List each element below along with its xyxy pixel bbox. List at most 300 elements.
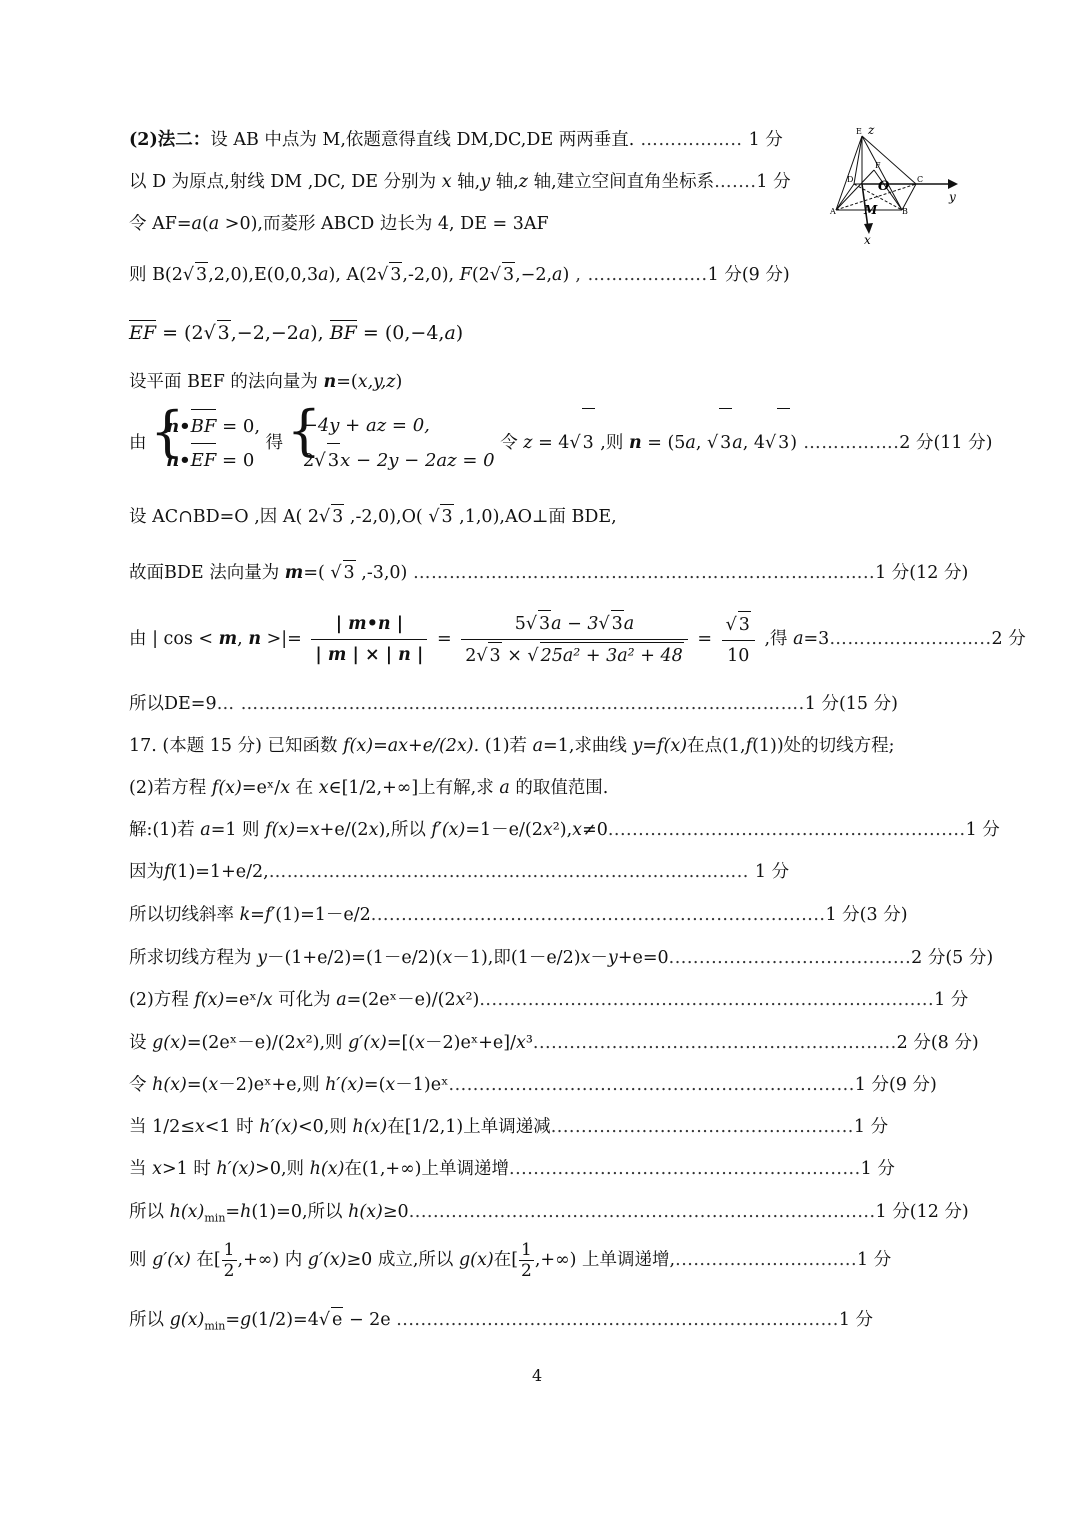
- solution-line: 所以 $g(x)_{min}=g(1/2)=4√$ e − 2e .........................................................................1 分: [129, 1307, 873, 1339]
- line-text: (1)=1+e/2,: [170, 862, 269, 882]
- line-text: = 4: [532, 433, 570, 453]
- line-text: =1 则: [210, 820, 266, 840]
- line-text: =(: [363, 1075, 386, 1095]
- equation-system: [152, 410, 260, 478]
- equation-system: { −4y + az = 0, 2√ 3x − 2y − 2az = 0: [289, 409, 495, 478]
- line-text: = 0,: [216, 415, 261, 437]
- math-var: x: [580, 948, 591, 968]
- line-text: = (2: [156, 322, 204, 344]
- line-text: ³: [525, 1033, 533, 1053]
- vector-ef: EF: [129, 322, 157, 344]
- leader-dots: …………….: [797, 433, 900, 453]
- score-mark: 2 分: [991, 629, 1026, 649]
- math-expr: h(x): [152, 1075, 187, 1095]
- leader-dots: …………………………………………………………………..: [412, 563, 876, 583]
- vector-bf: BF: [191, 410, 217, 444]
- score-mark: 1 分: [857, 1250, 892, 1270]
- line-text: =[(: [386, 1033, 416, 1053]
- line-text: =1,求曲线: [543, 736, 633, 756]
- line-text: 2: [302, 450, 315, 471]
- line-text: ): [790, 433, 798, 453]
- line-text: =eˣ/: [241, 778, 281, 798]
- line-text: 则 B(2: [129, 265, 183, 285]
- line-text: 由: [129, 433, 147, 453]
- math-var: x: [442, 948, 453, 968]
- sqrt-radicand: 3: [217, 322, 230, 344]
- line-text: ,2,0),E(0,0,3: [208, 265, 319, 285]
- line-text: =eˣ/: [224, 990, 263, 1010]
- leader-dots: .............................................................................: [408, 1202, 876, 1222]
- math-var: f: [164, 862, 171, 882]
- fraction-denominator: 2: [521, 1261, 532, 1281]
- line-text: －2)eˣ+e]/: [425, 1033, 516, 1053]
- leader-dots: … ………………………………………………………………………………….: [216, 694, 805, 714]
- axis-label-y: y: [949, 190, 956, 204]
- sqrt-radicand: e: [331, 1307, 343, 1332]
- point-label-m: M: [864, 203, 878, 217]
- math-expr: h′(x): [325, 1075, 364, 1095]
- math-var: h: [240, 1202, 252, 1222]
- leader-dots: ...........................................................................: [370, 905, 826, 925]
- line-text: =(2eˣ－e)/(2: [346, 990, 456, 1010]
- fraction: [222, 1240, 237, 1281]
- leader-dots: .........................................................................: [396, 1310, 839, 1330]
- line-text: 由 | cos <: [129, 629, 219, 649]
- math-var: z: [518, 172, 528, 192]
- math-var: a: [191, 214, 202, 234]
- sqrt-radicand: 3: [440, 504, 453, 529]
- line-text: ): [562, 265, 570, 285]
- line-text: 当: [129, 1159, 153, 1179]
- line-text: ,-2,0),O(: [344, 507, 429, 527]
- math-var: x: [194, 1117, 205, 1137]
- axis-label-z: z: [868, 123, 875, 137]
- solution-line: [129, 818, 1000, 842]
- math-var: x: [208, 1075, 219, 1095]
- math-expr: h(x): [309, 1159, 345, 1179]
- math-var: a: [444, 322, 456, 344]
- line-text: >0,则: [255, 1159, 310, 1179]
- line-text: 所以: [129, 1310, 170, 1330]
- line-text: ,−2,: [515, 265, 553, 285]
- sqrt-radicand: 3: [488, 642, 501, 669]
- line-text: =(2eˣ－e)/(2: [186, 1033, 296, 1053]
- line-text: ,−2,−2: [230, 322, 299, 344]
- line-text: ,+∞) 内: [237, 1250, 308, 1270]
- line-text: +e/(2: [319, 820, 369, 840]
- line-text: =: [225, 1202, 241, 1222]
- math-var: m: [284, 563, 304, 583]
- fraction-numerator: 1: [223, 1240, 235, 1260]
- leader-dots: ............................................................: [532, 1033, 897, 1053]
- line-text: 轴,: [451, 172, 481, 192]
- line-text: <1 时: [204, 1117, 260, 1137]
- line-text: (2: [471, 265, 490, 285]
- line-text: =: [697, 629, 712, 649]
- subscript: min: [204, 1211, 226, 1225]
- line-text: ,-3,0): [355, 563, 413, 583]
- fraction-denominator: 2√ 3 × √ 25a² + 3a² + 48: [461, 640, 688, 669]
- vector-ef: EF: [191, 444, 217, 478]
- leader-dots: ……………………………………………………………………..: [268, 862, 755, 882]
- solution-line: [129, 606, 1026, 672]
- score-mark: 1 分: [934, 990, 969, 1010]
- math-var: y: [257, 948, 267, 968]
- line-text: 令: [129, 1075, 153, 1095]
- math-expr: f(x): [211, 778, 242, 798]
- leader-dots: ...........................................................: [607, 820, 966, 840]
- line-text: －(1+e/2)=(1－e/2)(: [266, 948, 443, 968]
- line-text: ∈[1/2,+∞]上有解,求: [328, 778, 500, 798]
- line-text: 因为: [129, 862, 164, 882]
- point-label-a: A: [830, 207, 836, 216]
- math-expr: h(x): [352, 1117, 388, 1137]
- solution-line: 设 AC∩BD=O ,因 A( 2√ 3 ,-2,0),O( √ 3 ,1,0),AO⊥面 BDE,: [129, 504, 617, 529]
- math-expr: f(x): [194, 990, 225, 1010]
- coordinate-system-figure: [826, 122, 972, 250]
- line-text: ²),: [552, 820, 573, 840]
- line-text: 在点(1,: [687, 736, 746, 756]
- fraction-numerator: | m•n |: [311, 611, 427, 640]
- line-text: 所以DE=9: [129, 694, 217, 714]
- line-text: 轴,: [490, 172, 519, 192]
- line-text: =: [436, 629, 452, 649]
- math-var: a: [200, 820, 211, 840]
- math-var: x: [542, 820, 553, 840]
- solution-line: 由 { n•BF = 0, n•EF = 0 得 { −4y + az = 0, 2√ 3x − 2y − 2az = 0 令 z = 4√ 3 ,则 n = (5a, √ 3a, 4√ 3) …………….2 分(11 分): [129, 408, 992, 478]
- math-expr: g(x): [152, 1033, 187, 1053]
- line-text: －: [590, 948, 608, 968]
- line-text: = (5: [641, 433, 686, 453]
- line-text: >0),而菱形 ABCD 边长为 4, DE = 3AF: [219, 214, 549, 234]
- math-expr: f′(x): [431, 820, 466, 840]
- math-var: f: [745, 736, 753, 756]
- vector-bf: BF: [329, 322, 357, 344]
- solution-line: [129, 1115, 888, 1139]
- line-text: 轴,建立空间直角坐标系: [528, 172, 715, 192]
- fraction-denominator: | m | × | n |: [315, 645, 424, 665]
- line-text: 设 AC∩BD=O ,因 A( 2: [129, 507, 320, 527]
- solution-line: [129, 1031, 979, 1055]
- line-text: 所求切线方程为: [129, 948, 258, 968]
- line-text: ),所以: [378, 820, 432, 840]
- line-text: +e=0: [617, 948, 669, 968]
- math-var: a: [623, 614, 635, 634]
- score-mark: 2 分(8 分): [896, 1033, 979, 1053]
- line-text: ,得: [764, 629, 794, 649]
- sqrt-radicand: 3: [327, 443, 340, 478]
- line-text: >1 时: [161, 1159, 217, 1179]
- line-text: , 4: [742, 433, 765, 453]
- line-text: ,则: [594, 433, 629, 453]
- point-label-d: D: [847, 175, 854, 184]
- line-text: =1－e/(2: [465, 820, 543, 840]
- solution-line: 则 B(2√ 3,2,0),E(0,0,3a), A(2√ 3,-2,0), F(2√ 3,−2,a) , …………….….1 分(9 分): [129, 262, 790, 287]
- sqrt-radicand: 3: [611, 610, 624, 637]
- equation: x − 2y − 2az = 0: [340, 450, 495, 471]
- sqrt-radicand: 3: [719, 408, 732, 477]
- score-mark: 1 分(9 分): [854, 1075, 937, 1095]
- sqrt-radicand: 3: [582, 408, 595, 477]
- sqrt-radicand: 3: [343, 560, 356, 585]
- line-text: = 0: [216, 449, 255, 471]
- line-text: 在: [290, 778, 319, 798]
- line-text: 设平面 BEF 的法向量为: [129, 372, 324, 392]
- line-text: 在[: [493, 1250, 519, 1270]
- line-text: －1)eˣ: [395, 1075, 449, 1095]
- line-text: 则: [129, 1250, 153, 1270]
- line-text: 在[: [190, 1250, 221, 1270]
- line-text: =(: [186, 1075, 209, 1095]
- line-text: = (0,−4,: [356, 322, 445, 344]
- fraction-denominator: 10: [727, 645, 750, 666]
- solution-line: 故面BDE 法向量为 m=( √ 3 ,-3,0) …………………………………………………………………..1 分(12 分): [129, 560, 968, 585]
- line-text: ×: [501, 646, 528, 666]
- point-label-o: O: [878, 179, 890, 194]
- sqrt-radicand: 25a² + 3a² + 48: [540, 642, 684, 669]
- math-expr: h(x): [169, 1202, 205, 1222]
- line-text: (1))处的切线方程;: [752, 736, 895, 756]
- leader-dots: ..........................................................: [509, 1159, 861, 1179]
- equation: { −4y + az = 0,: [302, 415, 430, 436]
- line-text: 可化为: [272, 990, 337, 1010]
- math-var: x,y,z: [357, 372, 396, 392]
- math-var: x: [572, 820, 583, 840]
- point-label-f: F: [875, 161, 881, 170]
- line-text: =: [225, 1310, 241, 1330]
- line-text: =(: [303, 563, 331, 583]
- math-var: y: [607, 948, 618, 968]
- line-text: ,-2,0),: [402, 265, 460, 285]
- point-label-e: E: [856, 127, 862, 136]
- score-mark: 1 分(12 分): [875, 1202, 969, 1222]
- line-text: (2)若方程: [129, 778, 212, 798]
- line-text: 故面BDE 法向量为: [129, 563, 285, 583]
- solution-line: [129, 903, 908, 927]
- score-mark: 1 分(15 分): [804, 694, 898, 714]
- math-expr: h(x): [348, 1202, 383, 1222]
- sqrt-radicand: 3: [777, 408, 790, 477]
- score-mark: 1 分: [965, 820, 1000, 840]
- solution-line: [129, 860, 789, 884]
- math-expr: h′(x): [259, 1117, 298, 1137]
- score-mark: 1 分(12 分): [875, 563, 969, 583]
- line-text: ²): [465, 990, 480, 1010]
- math-var: z: [523, 433, 533, 453]
- line-text: ), A(2: [328, 265, 378, 285]
- leader-dots: ………………….…..: [829, 629, 992, 649]
- axis-label-x: x: [864, 233, 871, 247]
- line-text: ,: [237, 629, 249, 649]
- leader-dots: ...........................................................................: [479, 990, 935, 1010]
- math-expr: h′(x): [216, 1159, 256, 1179]
- solution-line: [129, 1234, 891, 1286]
- math-var: F: [459, 265, 472, 285]
- math-var: g: [240, 1310, 252, 1330]
- line-text: ),: [310, 322, 330, 344]
- math-var: x: [318, 778, 329, 798]
- score-mark: 1 分: [754, 862, 790, 882]
- solution-line: [129, 1073, 937, 1097]
- fraction: [519, 1240, 534, 1281]
- math-var: a: [208, 214, 220, 234]
- line-text: ,+∞) 上单调递增,: [534, 1250, 676, 1270]
- score-mark: 1 分: [748, 130, 783, 150]
- math-expr: g′(x): [307, 1250, 347, 1270]
- line-text: 2: [465, 646, 477, 666]
- math-var: x: [415, 1033, 426, 1053]
- solution-line: [129, 1200, 969, 1231]
- fraction-numerator: 1: [521, 1240, 532, 1260]
- sqrt-radicand: 3: [389, 262, 402, 287]
- line-text: ≠0: [582, 820, 608, 840]
- solution-line: [129, 170, 791, 194]
- math-var: a: [532, 736, 544, 756]
- line-text: (1)=1－e/2: [275, 905, 371, 925]
- math-var: y: [480, 172, 491, 192]
- math-expr: y=f(x): [632, 736, 688, 756]
- line-text: 在(1,+∞)上单调递增: [344, 1159, 509, 1179]
- fraction: [461, 610, 688, 669]
- point-label-b: B: [902, 207, 908, 216]
- math-var: n•: [166, 415, 191, 437]
- math-expr: g(x): [169, 1310, 205, 1330]
- math-var: x: [441, 172, 452, 192]
- line-text: 令 AF=: [129, 214, 192, 234]
- math-expr: g(x): [458, 1250, 494, 1270]
- math-var: a: [793, 629, 804, 649]
- math-expr: k=f′: [239, 905, 276, 925]
- line-text: 17. (本题 15 分) 已知函数: [129, 736, 344, 756]
- solution-line: [129, 212, 549, 236]
- math-var: a: [732, 433, 743, 453]
- line-text: ): [455, 322, 464, 344]
- math-var: x: [295, 1033, 306, 1053]
- leader-dots: ...................................................................: [448, 1075, 855, 1095]
- line-text: − 2e: [343, 1310, 397, 1330]
- fraction-denominator: 2: [223, 1261, 235, 1281]
- line-text: (2)方程: [129, 990, 195, 1010]
- leader-dots: , …………….….: [569, 265, 708, 285]
- leader-dots: ........................................: [668, 948, 912, 968]
- leader-dots: ..............................: [675, 1250, 858, 1270]
- line-text: ≥0: [382, 1202, 409, 1222]
- line-text: (: [201, 214, 209, 234]
- line-text: 5: [514, 614, 526, 634]
- line-text: 设: [129, 1033, 153, 1053]
- math-var: n: [248, 629, 262, 649]
- math-var: x: [280, 778, 291, 798]
- line-text: =(: [336, 372, 358, 392]
- math-var: n•: [166, 449, 191, 471]
- fraction: [722, 611, 755, 669]
- score-mark: 1 分: [860, 1159, 895, 1179]
- score-mark: 2 分(11 分): [899, 433, 993, 453]
- math-var: x: [455, 990, 466, 1010]
- fraction-numerator: 5√ 3a − 3√ 3a: [461, 610, 688, 640]
- sqrt-radicand: 3: [538, 610, 551, 637]
- sqrt-radicand: 3: [738, 611, 751, 638]
- page-number: 4: [532, 1366, 543, 1385]
- math-var: m: [218, 629, 238, 649]
- method-heading: (2)法二：: [129, 130, 211, 150]
- line-text: 以 D 为原点,射线 DM ,DC, DE 分别为: [129, 172, 442, 192]
- line-text: (1/2)=4: [251, 1310, 319, 1330]
- sqrt-radicand: 3: [195, 262, 208, 287]
- line-text: －2)eˣ+e,则: [218, 1075, 326, 1095]
- math-var: x: [262, 990, 273, 1010]
- math-var: a: [336, 990, 347, 1010]
- line-text: (1)若: [479, 736, 533, 756]
- math-var: x: [152, 1159, 162, 1179]
- line-text: 当 1/2≤: [129, 1117, 195, 1137]
- math-var: x: [516, 1033, 526, 1053]
- fraction: [311, 611, 427, 668]
- line-text: 在[1/2,1)上单调递减: [387, 1117, 551, 1137]
- solution-line: EF = (2√ 3,−2,−2a), BF = (0,−4,a): [129, 322, 464, 344]
- solution-line: [129, 692, 898, 716]
- score-mark: 2 分(5 分): [911, 948, 994, 968]
- line-text: 的取值范围.: [509, 778, 609, 798]
- math-expr: g′(x): [348, 1033, 387, 1053]
- score-mark: 1 分: [756, 172, 791, 192]
- solution-line: [129, 128, 783, 152]
- problem-statement: [129, 776, 608, 800]
- math-var: a: [318, 265, 329, 285]
- line-text: 得: [265, 433, 284, 453]
- math-var: a: [499, 778, 510, 798]
- math-expr: g′(x): [152, 1250, 191, 1270]
- line-text: ,: [695, 433, 707, 453]
- point-label-c: C: [917, 175, 924, 184]
- solution-line: [129, 370, 402, 394]
- leader-dots: …....: [714, 172, 757, 192]
- math-expr: f(x)=x: [265, 820, 320, 840]
- score-mark: 1 分: [853, 1117, 889, 1137]
- score-mark: 1 分(9 分): [707, 265, 790, 285]
- line-text: 令: [500, 433, 524, 453]
- leader-dots: ……………..: [634, 130, 749, 150]
- line-text: ²),则: [305, 1033, 349, 1053]
- sqrt-radicand: 3: [502, 262, 515, 287]
- line-text: －1),即(1－e/2): [452, 948, 581, 968]
- line-text: ,1,0),AO⊥面 BDE,: [453, 507, 617, 527]
- solution-line: [129, 988, 968, 1012]
- line-text: >|=: [261, 629, 302, 649]
- subscript: min: [204, 1319, 226, 1333]
- line-text: ≥0 成立,所以: [346, 1250, 459, 1270]
- line-text: 所以: [129, 1202, 170, 1222]
- line-text: =3: [803, 629, 830, 649]
- score-mark: 1 分(3 分): [825, 905, 908, 925]
- line-text: 设 AB 中点为 M,依题意得直线 DM,DC,DE 两两垂直.: [210, 130, 635, 150]
- math-var: a: [552, 265, 563, 285]
- problem-statement: [129, 734, 895, 758]
- leader-dots: ..................................................: [550, 1117, 854, 1137]
- math-var: n: [628, 433, 642, 453]
- sqrt-radicand: 3: [331, 504, 344, 529]
- math-var: a: [685, 433, 696, 453]
- line-text: a − 3: [551, 614, 599, 634]
- math-var: x: [385, 1075, 396, 1095]
- math-var: a: [298, 322, 311, 344]
- line-text: 所以切线斜率: [129, 905, 240, 925]
- solution-line: [129, 946, 993, 970]
- fraction-numerator: √ 3: [722, 611, 755, 641]
- score-mark: 1 分: [838, 1310, 874, 1330]
- solution-line: [129, 1157, 895, 1181]
- line-text: ): [395, 372, 403, 392]
